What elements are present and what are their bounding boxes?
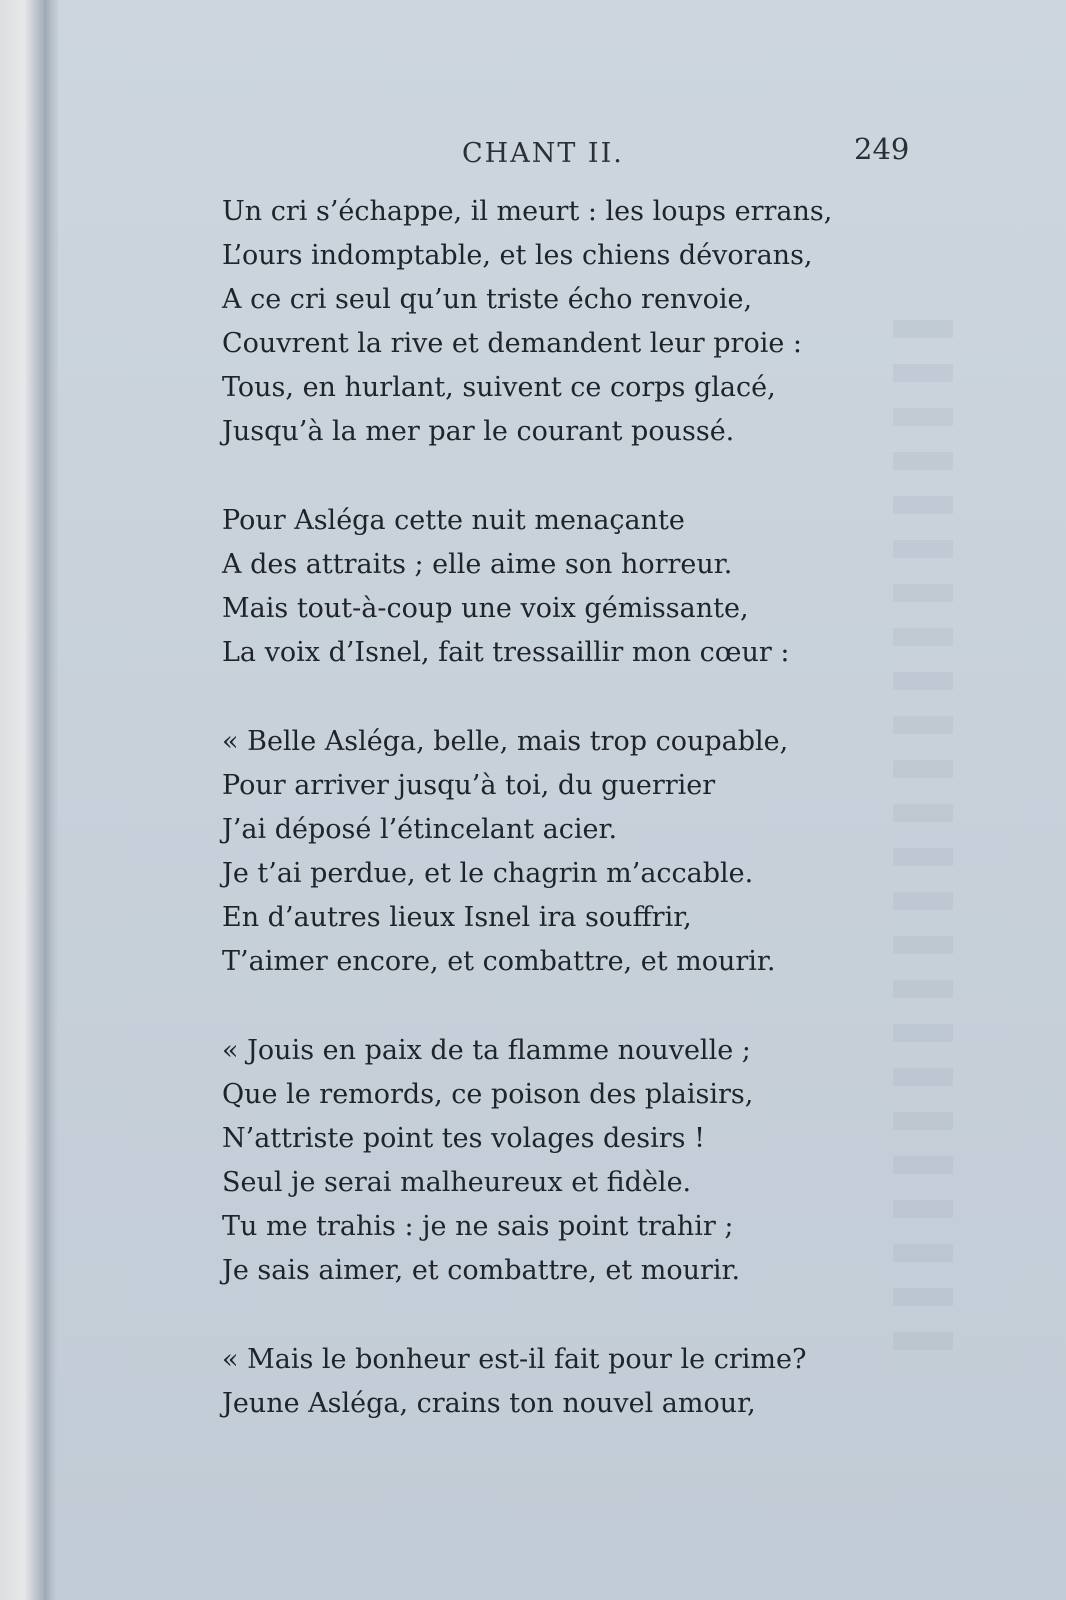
- verse-line: Un cri s’échappe, il meurt : les loups errans,: [222, 196, 833, 227]
- verse-line: Tu me trahis : je ne sais point trahir ;: [222, 1211, 734, 1242]
- verse-line: A des attraits ; elle aime son horreur.: [222, 549, 733, 580]
- verse-line: T’aimer encore, et combattre, et mourir.: [222, 946, 776, 977]
- running-head: [0, 132, 1066, 172]
- verse-line: Seul je serai malheureux et fidèle.: [222, 1167, 692, 1198]
- stanza: [222, 1029, 922, 1293]
- chapter-title: CHANT II.: [462, 138, 624, 169]
- verse-line: Jusqu’à la mer par le courant poussé.: [222, 416, 735, 447]
- verse-line: « Mais le bonheur est-il fait pour le crime?: [222, 1344, 807, 1375]
- verse-line: N’attriste point tes volages desirs !: [222, 1123, 705, 1154]
- verse-line: L’ours indomptable, et les chiens dévorans,: [222, 240, 813, 271]
- verse-line: Je t’ai perdue, et le chagrin m’accable.: [222, 858, 754, 889]
- verse-line: J’ai déposé l’étincelant acier.: [222, 814, 618, 845]
- stanza: [222, 1338, 922, 1426]
- page-number: 249: [854, 132, 910, 166]
- verse-line: Jeune Asléga, crains ton nouvel amour,: [222, 1388, 756, 1419]
- verse-line: A ce cri seul qu’un triste écho renvoie,: [222, 284, 753, 315]
- verse-line: Je sais aimer, et combattre, et mourir.: [222, 1255, 741, 1286]
- verse-line: Couvrent la rive et demandent leur proie :: [222, 328, 803, 359]
- verse-line: Pour arriver jusqu’à toi, du guerrier: [222, 770, 716, 801]
- verse-line: Que le remords, ce poison des plaisirs,: [222, 1079, 754, 1110]
- poem-body: [222, 190, 922, 1471]
- verse-line: La voix d’Isnel, fait tressaillir mon cœur :: [222, 637, 790, 668]
- stanza: [222, 190, 922, 454]
- verse-line: Mais tout-à-coup une voix gémissante,: [222, 593, 749, 624]
- verse-line: En d’autres lieux Isnel ira souffrir,: [222, 902, 692, 933]
- verse-line: « Jouis en paix de ta flamme nouvelle ;: [222, 1035, 751, 1066]
- book-binding: [0, 0, 44, 1600]
- verse-line: « Belle Asléga, belle, mais trop coupable,: [222, 726, 789, 757]
- verse-line: Tous, en hurlant, suivent ce corps glacé,: [222, 372, 776, 403]
- stanza: [222, 720, 922, 984]
- stanza: [222, 499, 922, 675]
- page-gutter: [44, 0, 58, 1600]
- verse-line: Pour Asléga cette nuit menaçante: [222, 505, 685, 536]
